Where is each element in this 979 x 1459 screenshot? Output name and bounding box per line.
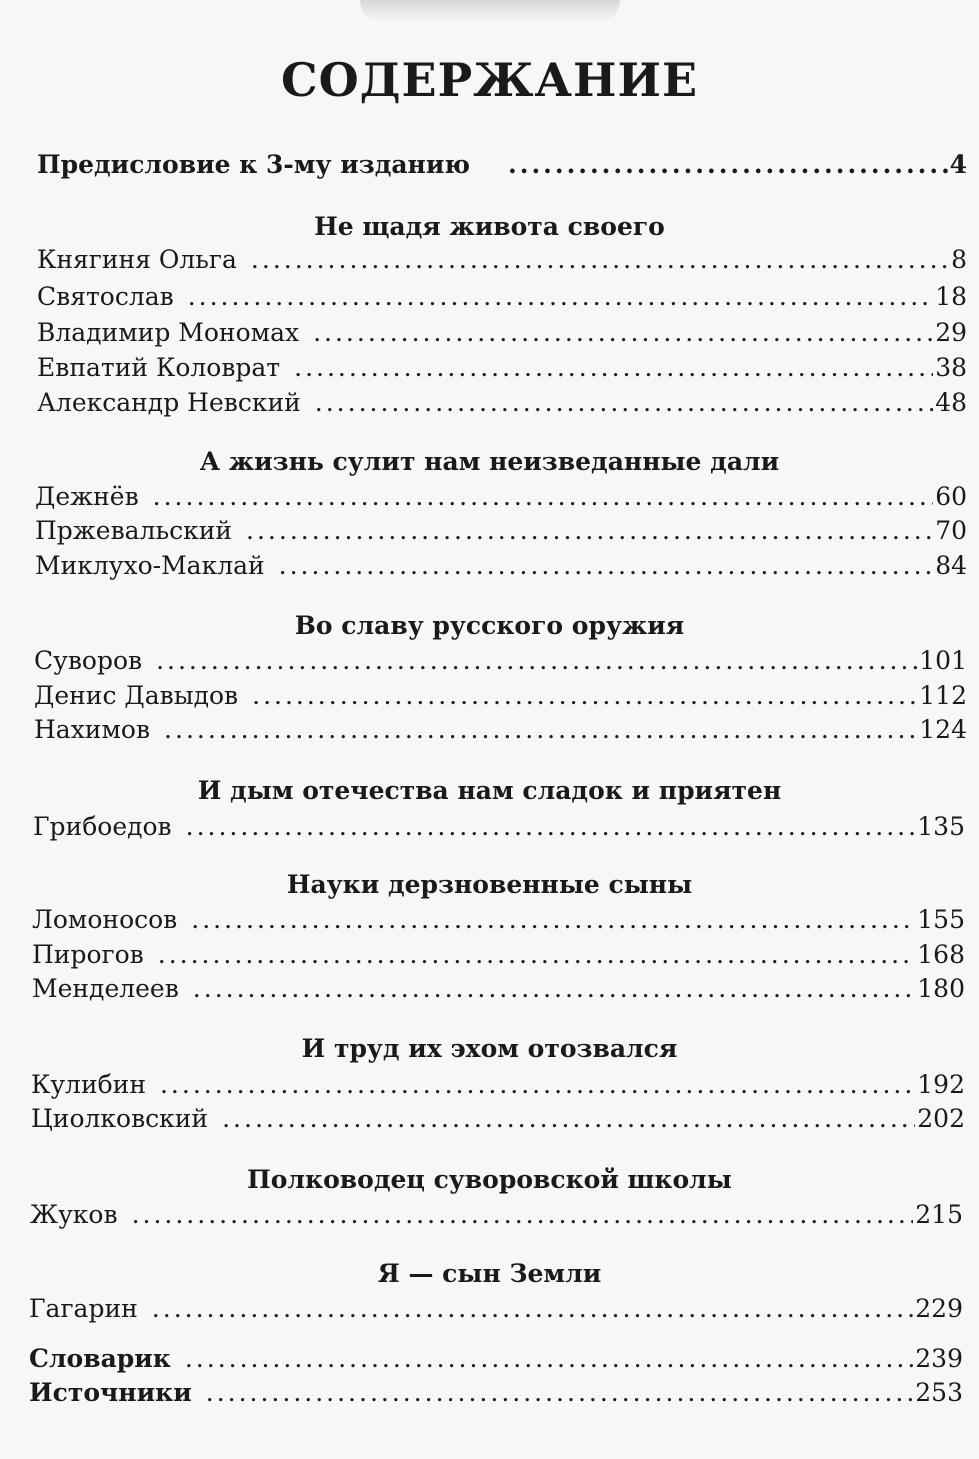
toc-entry-label: Грибоедов — [33, 812, 172, 841]
toc-entry-label: Циолковский — [31, 1104, 209, 1133]
toc-entry-label: Пирогов — [32, 940, 144, 969]
toc-entry-label: Словарик — [29, 1344, 171, 1373]
toc-entry — [31, 1102, 965, 1136]
toc-entry-label: Жуков — [30, 1200, 118, 1229]
toc-entry-page: 18 — [935, 282, 967, 311]
toc-entry-preface — [37, 148, 967, 182]
toc-entry — [29, 1292, 963, 1326]
page-title: СОДЕРЖАНИЕ — [280, 53, 699, 107]
toc-entry-page: 253 — [915, 1378, 963, 1407]
toc-entry-label: Миклухо-Маклай — [35, 551, 265, 580]
toc-entry-label: Пржевальский — [35, 516, 233, 545]
leader-dots — [152, 1292, 913, 1326]
toc-entry-label: Святослав — [37, 282, 174, 311]
toc-entry-page: 38 — [935, 353, 967, 382]
toc-entry-label: Предисловие к 3-му изданию — [37, 150, 471, 179]
leader-dots — [246, 514, 933, 548]
toc-entry — [35, 480, 967, 514]
leader-dots — [252, 679, 917, 713]
section-heading: Я — сын Земли — [377, 1259, 602, 1288]
toc-entry-label: Кулибин — [31, 1070, 146, 1099]
leader-dots — [191, 903, 915, 937]
leader-dots — [294, 351, 933, 385]
toc-entry-label: Дежнёв — [35, 482, 139, 511]
toc-entry-page: 84 — [935, 551, 967, 580]
toc-entry — [34, 713, 967, 747]
toc-entry — [32, 903, 965, 937]
toc-entry-page: 124 — [919, 715, 967, 744]
toc-entry-page: 70 — [935, 516, 967, 545]
toc-entry-page: 229 — [915, 1294, 963, 1323]
toc-entry-label: Суворов — [34, 646, 143, 675]
leader-dots — [315, 386, 933, 420]
toc-entry-label: Гагарин — [29, 1294, 138, 1323]
section-heading: И труд их эхом отозвался — [301, 1034, 678, 1063]
section-heading: А жизнь сулит нам неизведанные дали — [199, 447, 780, 476]
toc-entry — [37, 351, 967, 385]
section-heading: Во славу русского оружия — [294, 611, 685, 640]
leader-dots — [186, 810, 916, 844]
toc-entry — [35, 514, 967, 548]
leader-dots — [153, 480, 934, 514]
toc-entry — [34, 679, 967, 713]
leader-dots — [156, 644, 917, 678]
toc-entry-label: Княгиня Ольга — [37, 245, 237, 274]
toc-entry — [37, 243, 967, 277]
toc-entry-label: Александр Невский — [37, 388, 301, 417]
toc-entry-page: 239 — [915, 1344, 963, 1373]
toc-entry-page: 29 — [935, 318, 967, 347]
section-heading: И дым отечества нам сладок и приятен — [197, 776, 782, 805]
toc-entry — [32, 938, 965, 972]
toc-entry — [31, 1068, 965, 1102]
section-heading: Науки дерзновенные сыны — [286, 870, 693, 899]
toc-entry-page: 168 — [917, 940, 965, 969]
toc-entry-page: 112 — [919, 681, 967, 710]
leader-dots — [206, 1376, 914, 1410]
toc-entry-label: Менделеев — [32, 974, 179, 1003]
toc-entry-page: 155 — [917, 905, 965, 934]
toc-entry — [35, 549, 967, 583]
toc-entry-glossary — [29, 1342, 963, 1376]
toc-entry-label: Ломоносов — [32, 905, 178, 934]
leader-dots — [164, 713, 917, 747]
toc-entry-page: 48 — [935, 388, 967, 417]
toc-entry-page: 4 — [949, 150, 967, 179]
toc-entry-sources — [29, 1376, 963, 1410]
toc-entry-page: 202 — [917, 1104, 965, 1133]
section-heading: Полководец суворовской школы — [247, 1165, 732, 1194]
leader-dots — [313, 316, 933, 350]
toc-entry-page: 101 — [919, 646, 967, 675]
toc-entry — [37, 280, 967, 314]
toc-entry-label: Нахимов — [34, 715, 151, 744]
toc-entry-page: 215 — [915, 1200, 963, 1229]
toc-entry — [30, 1198, 963, 1232]
toc-entry-page: 192 — [917, 1070, 965, 1099]
toc-entry-label: Евпатий Коловрат — [37, 353, 281, 382]
leader-dots — [185, 1342, 913, 1376]
leader-dots — [279, 549, 934, 583]
toc-entry — [37, 386, 967, 420]
toc-entry-page: 60 — [935, 482, 967, 511]
toc-entry — [37, 316, 967, 350]
toc-entry-label: Денис Давыдов — [34, 681, 239, 710]
leader-dots — [508, 148, 948, 182]
leader-dots — [222, 1102, 915, 1136]
toc-entry — [34, 644, 967, 678]
toc-entry-page: 8 — [951, 245, 967, 274]
leader-dots — [193, 972, 915, 1006]
leader-dots — [251, 243, 949, 277]
leader-dots — [132, 1198, 914, 1232]
toc-entry-page: 180 — [917, 974, 965, 1003]
section-heading: Не щадя живота своего — [314, 212, 665, 241]
toc-entry — [32, 972, 965, 1006]
show-through-mark — [360, 0, 620, 22]
toc-entry-label: Владимир Мономах — [37, 318, 300, 347]
leader-dots — [158, 938, 916, 972]
leader-dots — [160, 1068, 915, 1102]
toc-entry — [33, 810, 965, 844]
toc-entry-label: Источники — [29, 1378, 192, 1407]
leader-dots — [188, 280, 933, 314]
toc-entry-page: 135 — [917, 812, 965, 841]
